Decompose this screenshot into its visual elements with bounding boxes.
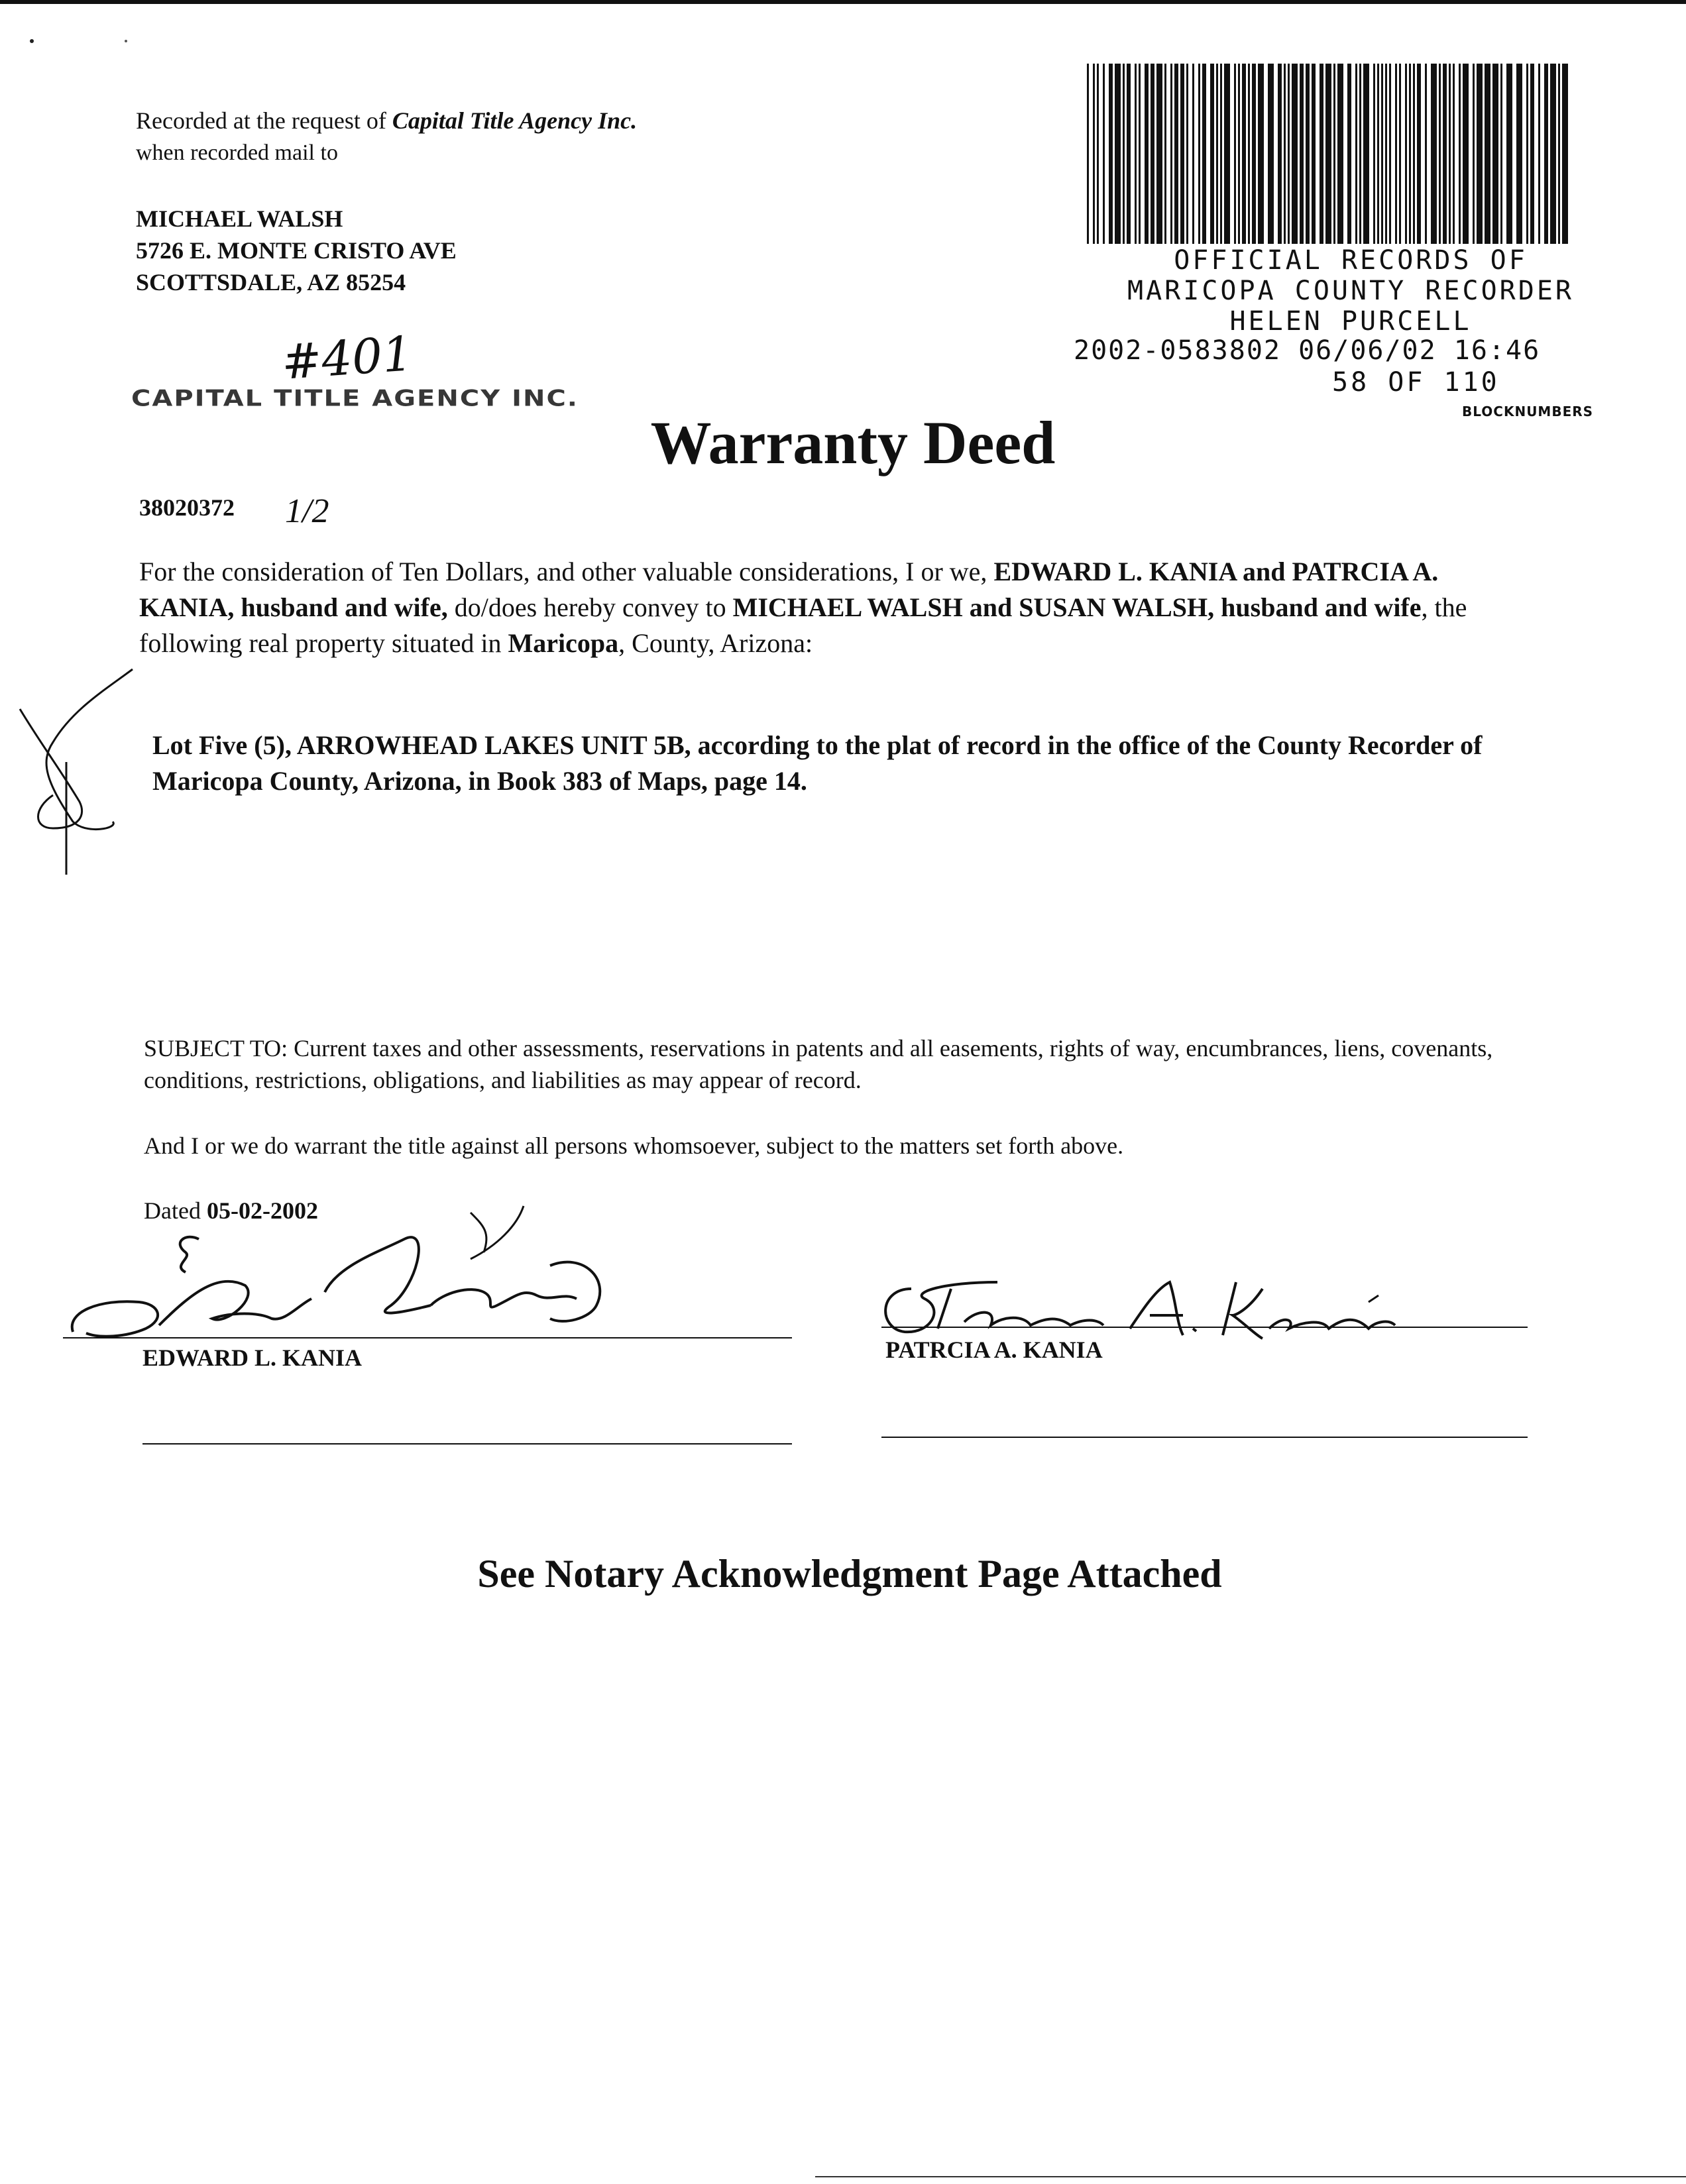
block-numbers-label: BLOCKNUMBERS [1462,404,1594,419]
barcode-bar [1278,64,1282,244]
barcode-bar [1115,64,1121,244]
barcode-bar [1234,64,1236,244]
barcode-bar [1103,64,1105,244]
state-text: , County, Arizona: [618,628,813,658]
recorded-prefix: Recorded at the request of [136,107,392,134]
barcode-bar [1453,64,1455,244]
barcode-bar [1463,64,1469,244]
barcode-bar [1312,64,1316,244]
mail-to-label: when recorded mail to [136,140,338,165]
barcode-bar [1409,64,1411,244]
consideration-text: For the consideration of Ten Dollars, and other valuable considerations, I or we, [139,557,994,586]
agency-stamp: CAPITAL TITLE AGENCY INC. [131,386,579,412]
barcode-bar [1333,64,1335,244]
legal-description: Lot Five (5), ARROWHEAD LAKES UNIT 5B, according to the plat of record in the office of the County Recorder of Maricopa County, Arizona, in Book 383 of Maps, page 14. [152,730,1483,796]
barcode-bar [1530,64,1534,244]
signer-name-2: PATRCIA A. KANIA [885,1337,1103,1363]
recorder-name: HELEN PURCELL [1229,306,1472,337]
warranty-clause: And I or we do warrant the title against all persons whomsoever, subject to the matters set forth above. [144,1132,1124,1159]
barcode [1084,64,1568,244]
barcode-bar [1220,64,1222,244]
convey-text: do/does hereby convey to [447,592,733,622]
barcode-bar [1413,64,1415,244]
barcode-bar [1248,64,1250,244]
handwritten-page-mark: 1/2 [285,492,329,530]
barcode-bar [1164,64,1166,244]
barcode-bar [1516,64,1522,244]
barcode-bar [1337,64,1343,244]
scan-marks [0,27,146,53]
margin-x-mark [13,663,152,881]
barcode-bar [1373,64,1375,244]
signature-line-3 [142,1443,792,1445]
barcode-bar [1385,64,1387,244]
agency-name: Capital Title Agency Inc. [392,107,638,134]
barcode-bar [1216,64,1218,244]
barcode-bar [1381,64,1383,244]
barcode-bar [1431,64,1437,244]
recipient-street: 5726 E. MONTE CRISTO AVE [136,237,457,264]
barcode-bar [1449,64,1451,244]
barcode-bar [1224,64,1230,244]
page-count: 58 OF 110 [1332,367,1500,398]
barcode-bar [1127,64,1131,244]
barcode-bar [1156,64,1162,244]
conveyance-paragraph [139,554,1504,661]
barcode-bar [1174,64,1178,244]
signature-line-2 [881,1327,1528,1328]
grantees: MICHAEL WALSH and SUSAN WALSH, husband and wife [732,592,1422,622]
recorder-line-2: MARICOPA COUNTY RECORDER [1127,276,1574,306]
barcode-bar [1097,64,1099,244]
barcode-bar [1238,64,1240,244]
barcode-bar [1320,64,1323,244]
barcode-bar [1425,64,1427,244]
barcode-bar [1300,64,1304,244]
barcode-bar [1347,64,1351,244]
barcode-bar [1544,64,1548,244]
barcode-bar [1558,64,1560,244]
top-border [0,0,1686,4]
barcode-bar [1135,64,1137,244]
barcode-bar [1363,64,1369,244]
barcode-bar [1268,64,1274,244]
bottom-border [815,2176,1686,2177]
barcode-bar [1288,64,1290,244]
barcode-bar [1492,64,1498,244]
barcode-bar [1500,64,1502,244]
recipient-name: MICHAEL WALSH [136,205,343,232]
barcode-bar [1417,64,1421,244]
barcode-bar [1405,64,1407,244]
dated-value: 05-02-2002 [206,1197,318,1224]
situated-text: , the following real property situated in [139,592,1467,658]
barcode-bar [1192,64,1194,244]
barcode-bar [1355,64,1357,244]
county-name: Maricopa [508,628,619,658]
barcode-bar [1093,64,1095,244]
barcode-bar [1538,64,1540,244]
grantors: EDWARD L. KANIA and PATRCIA A. KANIA, husband and wife, [139,557,1439,622]
signature-line-4 [881,1437,1528,1438]
barcode-bar [1202,64,1206,244]
barcode-bar [1506,64,1512,244]
document-number: 38020372 [139,494,235,521]
dated-label: Dated [144,1197,207,1224]
barcode-bar [1526,64,1528,244]
barcode-bar [1210,64,1214,244]
barcode-bar [1145,64,1149,244]
recorded-at-request [136,106,637,135]
document-title: Warranty Deed [650,409,1056,476]
subject-to-clause: SUBJECT TO: Current taxes and other assessments, reservations in patents and all easements, rights of way, encumbrances, liens, covenants, conditions, restrictions, obligations, and liabilities as may appear of record. [144,1035,1493,1093]
barcode-bar [1292,64,1298,244]
barcode-bar [1087,64,1089,244]
handwritten-file-number: #401 [280,325,415,390]
barcode-bar [1325,64,1331,244]
recorder-line-1: OFFICIAL RECORDS OF [1174,245,1528,276]
barcode-bar [1562,64,1568,244]
barcode-bar [1377,64,1379,244]
barcode-bar [1198,64,1200,244]
barcode-bar [1485,64,1490,244]
barcode-bar [1389,64,1391,244]
barcode-bar [1459,64,1461,244]
barcode-bar [1399,64,1401,244]
signer-name-1: EDWARD L. KANIA [142,1344,363,1371]
barcode-bar [1477,64,1483,244]
barcode-bar [1439,64,1441,244]
barcode-bar [1109,64,1113,244]
barcode-bar [1306,64,1310,244]
signature-line-1 [63,1337,792,1338]
barcode-bar [1284,64,1286,244]
barcode-bar [1151,64,1154,244]
barcode-bar [1123,64,1125,244]
barcode-bar [1443,64,1447,244]
barcode-bar [1395,64,1397,244]
barcode-bar [1242,64,1246,244]
barcode-bar [1258,64,1264,244]
recipient-city: SCOTTSDALE, AZ 85254 [136,269,406,296]
notary-note: See Notary Acknowledgment Page Attached [477,1552,1222,1596]
barcode-bar [1170,64,1172,244]
barcode-bar [1186,64,1188,244]
barcode-bar [1180,64,1184,244]
recording-number-date: 2002-0583802 06/06/02 16:46 [1074,335,1541,366]
barcode-bar [1550,64,1556,244]
barcode-bar [1252,64,1256,244]
barcode-bar [1359,64,1361,244]
barcode-bar [1139,64,1141,244]
barcode-bar [1473,64,1475,244]
